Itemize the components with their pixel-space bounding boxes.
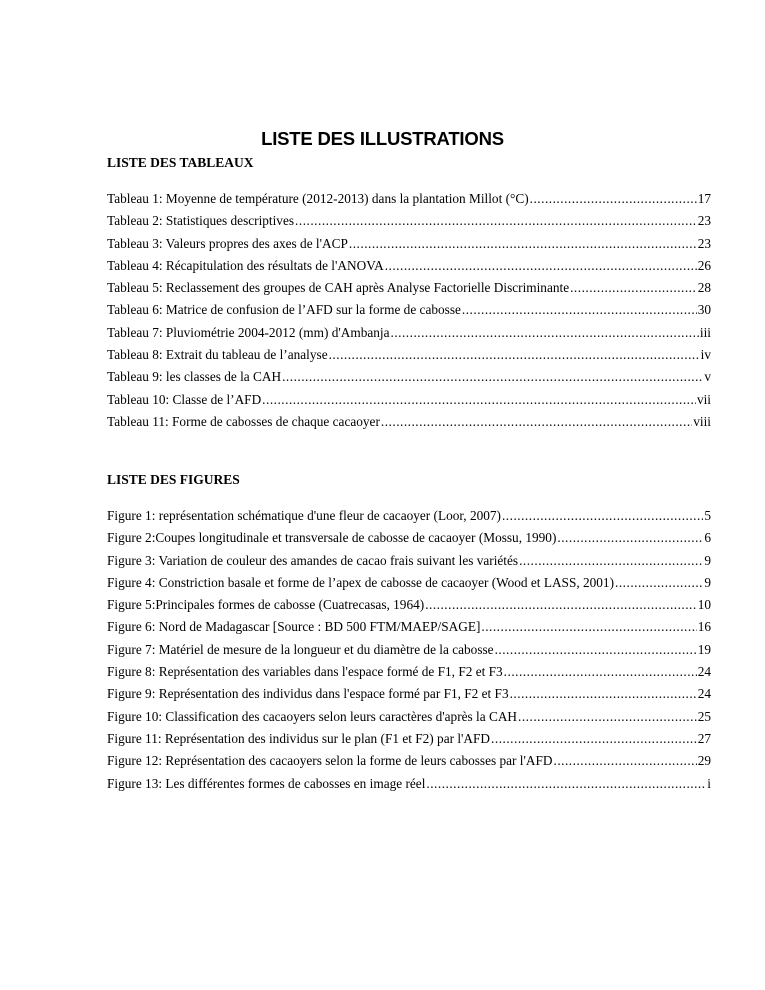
toc-entry-text: Figure 4: Constriction basale et forme de l’apex de cabosse de cacaoyer (Wood et LASS, 2001) [107,574,615,590]
toc-entry-page: 26 [697,257,711,273]
toc-entry-page: 9 [704,552,711,568]
toc-entry-figure-13[interactable] [107,775,711,797]
toc-entry-tableau-4[interactable] [107,257,711,279]
dot-leader [262,391,696,409]
toc-entry-text: Tableau 9: les classes de la CAH [107,369,282,385]
toc-entry-text: Figure 9: Représentation des individus dans l'espace formé par F1, F2 et F3 [107,686,509,702]
toc-entry-text: Figure 1: représentation schématique d'une fleur de cacaoyer (Loor, 2007) [107,508,501,523]
dot-leader [491,730,697,748]
toc-entry-page: i [707,775,711,791]
toc-entry-text: Figure 7: Matériel de mesure de la longueur et du diamètre de la cabosse [107,641,494,657]
toc-entry-tableau-5[interactable] [107,279,711,301]
toc-entry-text: Figure 3: Variation de couleur des amandes de cacao frais suivant les variétés [107,552,519,568]
toc-entry-page: iii [699,324,711,340]
figures-list [107,507,711,797]
dot-leader [381,413,692,431]
dot-leader [570,279,697,297]
toc-entry-tableau-3[interactable] [107,235,711,257]
toc-entry-page: 6 [704,530,711,546]
toc-entry-page: 23 [697,235,711,251]
toc-entry-figure-11[interactable] [107,730,711,752]
tables-section-heading: LISTE DES TABLEAUX [107,155,254,170]
toc-entry-page: 5 [704,508,711,523]
toc-entry-figure-12[interactable] [107,752,711,774]
toc-entry-page: 16 [697,619,711,635]
page-title: LISTE DES ILLUSTRATIONS [261,128,504,149]
toc-entry-text: Figure 5:Principales formes de cabosse (Cuatrecasas, 1964) [107,597,425,613]
toc-entry-text: Tableau 5: Reclassement des groupes de CAH après Analyse Factorielle Discriminante [107,280,570,296]
dot-leader [391,324,699,342]
dot-leader [504,663,697,681]
toc-entry-page: 17 [697,191,711,206]
toc-entry-page: 28 [697,280,711,296]
toc-entry-figure-2[interactable] [107,529,711,551]
dot-leader [615,574,703,592]
toc-entry-text: Tableau 1: Moyenne de température (2012-2013) dans la plantation Millot (°C) [107,191,529,206]
toc-entry-page: 23 [697,213,711,229]
dot-leader [495,641,697,659]
toc-entry-page: 25 [697,708,711,724]
dot-leader [425,596,697,614]
toc-entry-figure-6[interactable] [107,618,711,640]
dot-leader [518,708,697,726]
toc-entry-text: Tableau 6: Matrice de confusion de l’AFD sur la forme de cabosse [107,302,461,318]
toc-entry-page: 24 [697,664,711,680]
toc-entry-text: Tableau 8: Extrait du tableau de l’analyse [107,347,328,363]
dot-leader [557,529,703,547]
toc-entry-page: 30 [697,302,711,318]
toc-entry-text: Tableau 10: Classe de l’AFD [107,391,262,407]
toc-entry-figure-1[interactable] [107,507,711,529]
toc-entry-page: viii [693,413,711,429]
dot-leader [502,507,703,525]
toc-entry-figure-7[interactable] [107,641,711,663]
toc-entry-page: 9 [704,574,711,590]
toc-entry-page: vii [696,391,711,407]
toc-entry-text: Figure 13: Les différentes formes de cabosses en image réel [107,775,426,791]
dot-leader [295,212,697,230]
toc-entry-tableau-9[interactable] [107,368,711,390]
tables-list [107,190,711,435]
toc-entry-figure-4[interactable] [107,574,711,596]
toc-entry-page: v [704,369,711,385]
toc-entry-text: Tableau 11: Forme de cabosses de chaque cacaoyer [107,413,380,429]
dot-leader [510,685,697,703]
toc-entry-text: Tableau 4: Récapitulation des résultats de l'ANOVA [107,257,384,273]
dot-leader [385,257,697,275]
toc-entry-text: Tableau 3: Valeurs propres des axes de l'ACP [107,235,348,251]
figures-section-heading: LISTE DES FIGURES [107,472,240,487]
dot-leader [530,190,697,208]
toc-entry-tableau-6[interactable] [107,301,711,323]
toc-entry-page: iv [700,347,711,363]
toc-entry-page: 19 [697,641,711,657]
dot-leader [481,618,696,636]
toc-entry-tableau-10[interactable] [107,391,711,413]
toc-entry-tableau-8[interactable] [107,346,711,368]
dot-leader [282,368,703,386]
toc-entry-page: 27 [697,730,711,746]
toc-entry-tableau-11[interactable] [107,413,711,435]
dot-leader [426,775,706,793]
dot-leader [462,301,697,319]
toc-entry-tableau-1[interactable] [107,190,711,212]
toc-entry-text: Tableau 7: Pluviométrie 2004-2012 (mm) d'Ambanja [107,324,390,340]
toc-entry-figure-10[interactable] [107,708,711,730]
toc-entry-page: 24 [697,686,711,702]
toc-entry-tableau-7[interactable] [107,324,711,346]
dot-leader [554,752,697,770]
toc-entry-figure-8[interactable] [107,663,711,685]
toc-entry-figure-5[interactable] [107,596,711,618]
toc-entry-text: Tableau 2: Statistiques descriptives [107,213,295,229]
toc-entry-text: Figure 10: Classification des cacaoyers selon leurs caractères d'après la CAH [107,708,518,724]
toc-entry-page: 29 [697,753,711,769]
toc-entry-text: Figure 6: Nord de Madagascar [Source : BD 500 FTM/MAEP/SAGE] [107,619,481,635]
toc-entry-tableau-2[interactable] [107,212,711,234]
toc-entry-text: Figure 12: Représentation des cacaoyers selon la forme de leurs cabosses par l'AFD [107,753,553,769]
dot-leader [349,235,697,253]
toc-entry-text: Figure 11: Représentation des individus sur le plan (F1 et F2) par l'AFD [107,730,491,746]
toc-entry-figure-3[interactable] [107,552,711,574]
toc-entry-text: Figure 8: Représentation des variables dans l'espace formé de F1, F2 et F3 [107,664,503,680]
dot-leader [329,346,700,364]
toc-entry-page: 10 [697,597,711,613]
toc-entry-text: Figure 2:Coupes longitudinale et transversale de cabosse de cacaoyer (Mossu, 1990) [107,530,557,546]
toc-entry-figure-9[interactable] [107,685,711,707]
dot-leader [519,552,703,570]
